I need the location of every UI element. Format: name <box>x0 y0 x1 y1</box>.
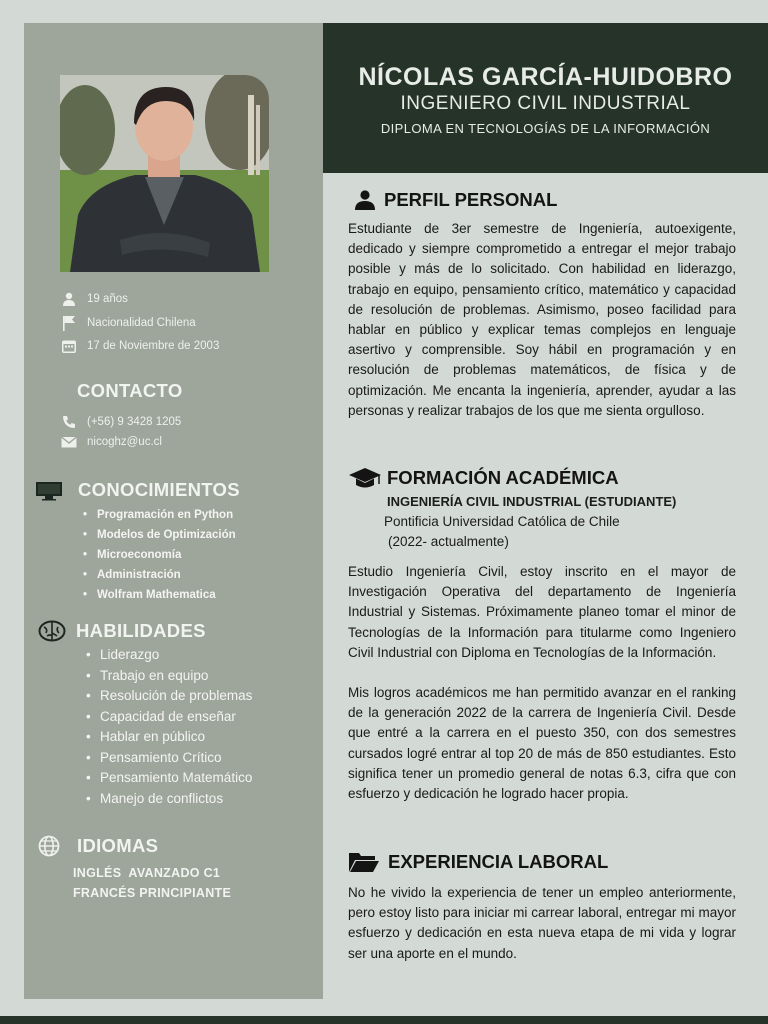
phone-text: (+56) 9 3428 1205 <box>87 416 182 428</box>
info-birthdate <box>60 337 219 355</box>
knowledge-item: • Wolfram Mathematica <box>81 585 236 605</box>
age-text: 19 años <box>87 293 128 305</box>
languages-heading: IDIOMAS <box>77 835 159 856</box>
person-icon <box>60 290 78 308</box>
contact-phone <box>60 413 181 431</box>
university-name: Pontificia Universidad Católica de Chile <box>384 514 620 529</box>
skill-item: • Pensamiento Crítico <box>84 748 252 769</box>
contact-email <box>60 433 162 451</box>
knowledge-item: • Programación en Python <box>81 505 236 525</box>
globe-icon <box>38 835 60 857</box>
study-years: (2022- actualmente) <box>388 534 509 549</box>
degree-title: INGENIERÍA CIVIL INDUSTRIAL (ESTUDIANTE) <box>387 494 677 509</box>
calendar-icon <box>60 337 78 355</box>
profile-photo <box>60 75 269 272</box>
contact-heading: CONTACTO <box>77 380 183 401</box>
education-title: FORMACIÓN ACADÉMICA <box>387 467 619 488</box>
skill-item: • Resolución de problemas <box>84 686 252 707</box>
graduation-cap-icon <box>348 466 382 490</box>
info-age <box>60 290 128 308</box>
education-heading <box>348 466 619 490</box>
education-text-1: Estudio Ingeniería Civil, estoy inscrito en el mayor de Investigación Operativa del departamento de Ingeniería Industrial y Sistemas. Próximamente planeo tomar el minor de Tecnologías de la Información para titularme como Ingeniero Civil Industrial con Diploma en Tecnologías de la Información. <box>348 564 736 660</box>
language-item: FRANCÉS PRINCIPIANTE <box>73 886 232 900</box>
knowledge-item: • Administración <box>81 565 236 585</box>
experience-text: No he vivido la experiencia de tener un empleo anteriormente, pero estoy listo para iniciar mi carrear laboral, entregar mi mayor esfuerzo y dedicación en esta nueva etapa de mi vida y lograr ser una aporte en el mundo. <box>348 885 736 961</box>
profile-text: Estudiante de 3er semestre de Ingeniería, autoexigente, dedicado y siempre comprometido a entregar el mejor trabajo posible y más de lo solicitado. Con habilidad en liderazgo, trabajo en equipo, pensamiento crítico, matemático y capacidad de resolución de problemas. Asimismo, poseo facilidad para hablar en público y explicar temas complejos en lenguaje asertivo y comprensible. Soy hábil en programación y en resolución de problemas matemáticos, de física y de optimización. Me encanta la ingeniería, aprender, ayudar a las personas y realizar trabajos de los que me sienta orgulloso. <box>348 221 736 418</box>
profile-title: PERFIL PERSONAL <box>384 189 558 210</box>
email-icon <box>60 433 78 451</box>
flag-icon <box>60 314 78 332</box>
phone-icon <box>60 413 78 431</box>
knowledge-heading: CONOCIMIENTOS <box>78 479 240 500</box>
monitor-icon <box>35 481 63 501</box>
skill-item: • Pensamiento Matemático <box>84 768 252 789</box>
language-item: INGLÉS AVANZADO C1 <box>73 866 221 880</box>
birthdate-text: 17 de Noviembre de 2003 <box>87 340 220 352</box>
candidate-diploma: DIPLOMA EN TECNOLOGÍAS DE LA INFORMACIÓN <box>380 121 711 136</box>
skills-heading: HABILIDADES <box>76 620 206 641</box>
folder-icon <box>348 851 380 873</box>
experience-title: EXPERIENCIA LABORAL <box>388 851 609 872</box>
person-icon <box>354 190 376 210</box>
knowledge-item: • Microeconomía <box>81 545 236 565</box>
education-text-2: Mis logros académicos me han permitido avanzar en el ranking de la generación 2022 de la carrera de Ingeniería Civil. Desde que entré a la carrera en el puesto 350, con dos semestres cursados logré entrar al top 20 de más de 850 estudiantes. Esto significa tener un promedio general de notas 6.3, cifra que con esfuerzo y dedicación he logrado hacer propia. <box>348 685 736 802</box>
knowledge-list <box>81 505 236 605</box>
nationality-text: Nacionalidad Chilena <box>87 317 196 329</box>
skill-item: • Trabajo en equipo <box>84 666 252 687</box>
candidate-name: NÍCOLAS GARCÍA-HUIDOBRO <box>358 63 733 91</box>
candidate-role: INGENIERO CIVIL INDUSTRIAL <box>400 93 691 114</box>
skill-item: • Manejo de conflictos <box>84 789 252 810</box>
skills-list <box>84 645 252 809</box>
email-text: nicoghz@uc.cl <box>87 436 162 448</box>
skill-item: • Liderazgo <box>84 645 252 666</box>
profile-heading <box>354 189 557 211</box>
skill-item: • Hablar en público <box>84 727 252 748</box>
header-banner <box>323 23 768 173</box>
skill-item: • Capacidad de enseñar <box>84 707 252 728</box>
experience-heading <box>348 851 608 873</box>
knowledge-item: • Modelos de Optimización <box>81 525 236 545</box>
brain-icon <box>38 620 66 642</box>
footer-bar <box>0 1016 768 1024</box>
info-nationality <box>60 314 196 332</box>
